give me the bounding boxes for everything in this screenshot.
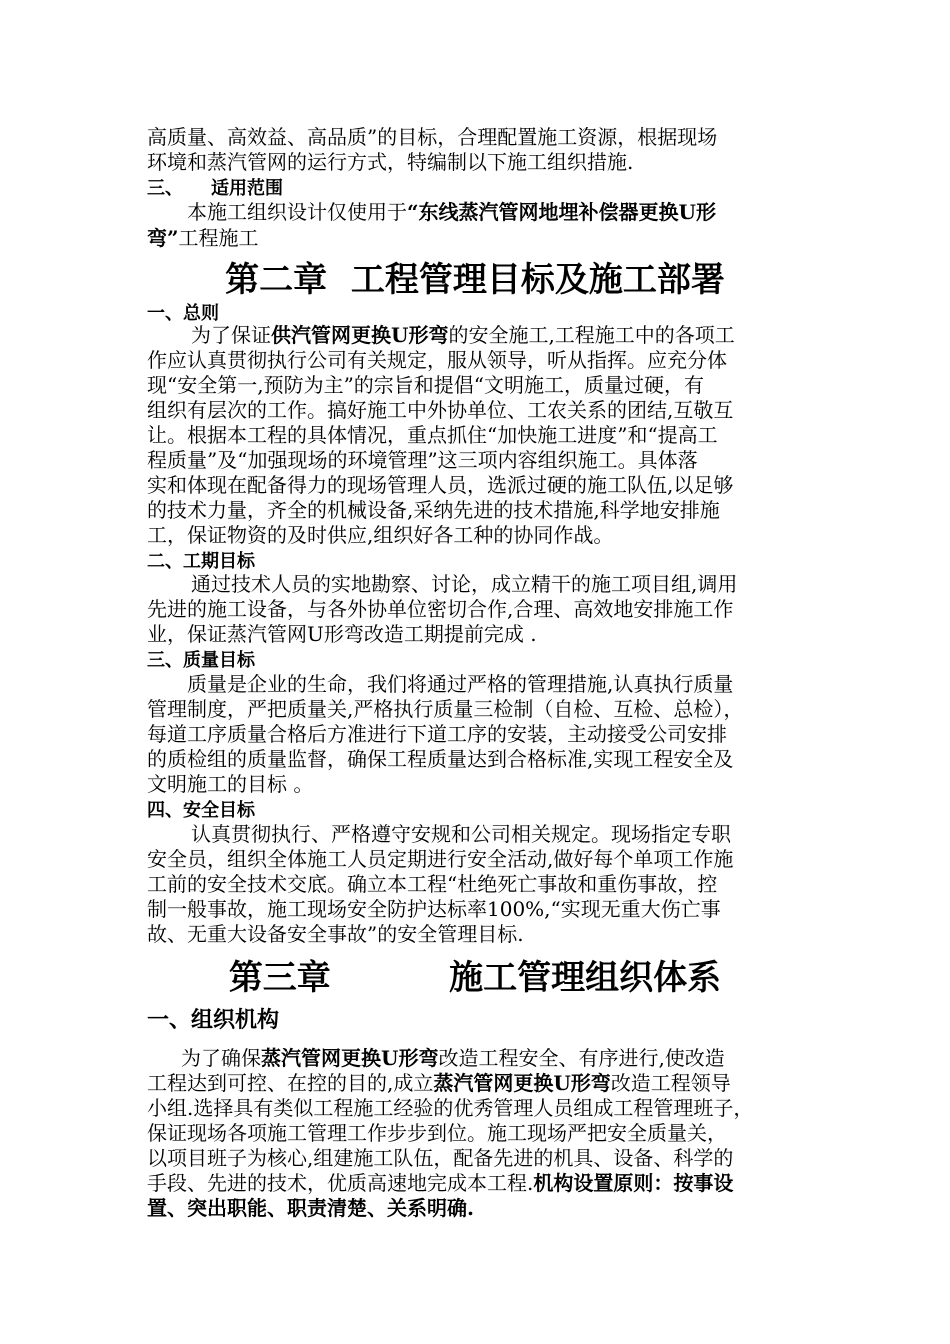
paragraph-line bbox=[147, 226, 259, 251]
paragraph-line bbox=[191, 323, 735, 348]
bold-text-run: 机构设置原则：按事设 bbox=[533, 1171, 734, 1195]
paragraph-line: 文明施工的目标 。 bbox=[147, 772, 314, 796]
section-heading: 二、工期目标 bbox=[147, 551, 255, 572]
paragraph-line: 认真贯彻执行、严格遵守安规和公司相关规定。现场指定专职 bbox=[191, 822, 731, 846]
section-title: 适用范围 bbox=[211, 178, 283, 199]
paragraph-line: 的质检组的质量监督，确保工程质量达到合格标准,实现工程安全及 bbox=[147, 747, 734, 771]
paragraph-line: 故、无重大设备安全事故”的安全管理目标. bbox=[147, 922, 524, 946]
paragraph-line: 每道工序质量合格后方准进行下道工序的安装，主动接受公司安排 bbox=[147, 722, 727, 746]
paragraph-line: 管理制度，严把质量关,严格执行质量三检制（自检、互检、总检）， bbox=[147, 697, 744, 721]
text-run: 工程达到可控、在控的目的,成立 bbox=[147, 1071, 434, 1095]
paragraph-line: 保证现场各项施工管理工作步步到位。施工现场严把安全质量关， bbox=[147, 1121, 727, 1145]
text-run: 手段、先进的技术，优质高速地完成本工程. bbox=[147, 1171, 534, 1195]
paragraph-line: 通过技术人员的实地勘察、讨论，成立精干的施工项目组,调用 bbox=[191, 572, 738, 596]
chapter-title: 第三章 施工管理组织体系 bbox=[228, 958, 722, 998]
paragraph-line: 高质量、高效益、高品质”的目标，合理配置施工资源，根据现场 bbox=[147, 125, 718, 149]
paragraph-line: 业，保证蒸汽管网U形弯改造工期提前完成 . bbox=[147, 622, 537, 646]
paragraph-line: 组织有层次的工作。搞好施工中外协单位、工农关系的团结,互敬互 bbox=[147, 398, 734, 422]
text-run: 本施工组织设计仅使用于 bbox=[187, 200, 407, 224]
paragraph-line: 质量是企业的生命，我们将通过严格的管理措施,认真执行质量 bbox=[187, 672, 734, 696]
paragraph-line: 制一般事故，施工现场安全防护达标率100%,“实现无重大伤亡事 bbox=[147, 897, 721, 921]
section-heading bbox=[147, 176, 283, 201]
paragraph-line: 安全员，组织全体施工人员定期进行安全活动,做好每个单项工作施 bbox=[147, 847, 734, 871]
paragraph-line: 以项目班子为核心,组建施工队伍，配备先进的机具、设备、科学的 bbox=[147, 1146, 734, 1170]
paragraph-line bbox=[147, 1071, 731, 1096]
bold-text-run: 供汽管网更换U形弯 bbox=[271, 323, 449, 347]
paragraph-line bbox=[181, 1046, 725, 1071]
text-run: 的安全施工,工程施工中的各项工 bbox=[448, 323, 735, 347]
paragraph-line bbox=[187, 200, 716, 225]
bold-text-run: 弯” bbox=[147, 226, 179, 250]
chapter-title: 第二章 工程管理目标及施工部署 bbox=[225, 260, 725, 300]
paragraph-line: 小组.选择具有类似工程施工经验的优秀管理人员组成工程管理班子， bbox=[147, 1096, 754, 1120]
paragraph-line: 先进的施工设备，与各外协单位密切合作,合理、高效地安排施工作 bbox=[147, 597, 734, 621]
text-run: 改造工程领导 bbox=[610, 1071, 731, 1095]
section-heading: 三、质量目标 bbox=[147, 650, 255, 671]
section-heading: 一、组织机构 bbox=[147, 1008, 280, 1033]
paragraph-line: 环境和蒸汽管网的运行方式，特编制以下施工组织措施. bbox=[147, 150, 634, 174]
text-run: 改造工程安全、有序进行,使改造 bbox=[438, 1046, 725, 1070]
paragraph-line: 工，保证物资的及时供应,组织好各工种的协同作战。 bbox=[147, 523, 614, 547]
bold-text-run: “东线蒸汽管网地埋补偿器更换U形 bbox=[407, 200, 716, 224]
paragraph-line bbox=[147, 1171, 733, 1196]
text-run: 为了确保 bbox=[181, 1046, 261, 1070]
paragraph-line: 让。根据本工程的具体情况，重点抓住“加快施工进度”和“提高工 bbox=[147, 423, 718, 447]
paragraph-line: 程质量”及“加强现场的环境管理”这三项内容组织施工。具体落 bbox=[147, 448, 698, 472]
paragraph-line: 置、突出职能、职责清楚、关系明确. bbox=[147, 1196, 474, 1220]
bold-text-run: 蒸汽管网更换U形弯 bbox=[433, 1071, 611, 1095]
section-heading: 一、总则 bbox=[147, 303, 219, 324]
paragraph-line: 实和体现在配备得力的现场管理人员，选派过硬的施工队伍,以足够 bbox=[147, 473, 734, 497]
text-run: 工程施工 bbox=[178, 226, 259, 250]
paragraph-line: 的技术力量，齐全的机械设备,采纳先进的技术措施,科学地安排施 bbox=[147, 498, 720, 522]
text-run: 为了保证 bbox=[191, 323, 271, 347]
paragraph-line: 工前的安全技术交底。确立本工程“杜绝死亡事故和重伤事故，控 bbox=[147, 872, 718, 896]
section-heading: 四、安全目标 bbox=[147, 800, 255, 821]
bold-text-run: 蒸汽管网更换U形弯 bbox=[261, 1046, 439, 1070]
section-number: 三、 bbox=[147, 178, 183, 199]
paragraph-line: 现“安全第一,预防为主”的宗旨和提倡“文明施工，质量过硬，有 bbox=[147, 373, 705, 397]
paragraph-line: 作应认真贯彻执行公司有关规定，服从领导，听从指挥。应充分体 bbox=[147, 348, 727, 372]
